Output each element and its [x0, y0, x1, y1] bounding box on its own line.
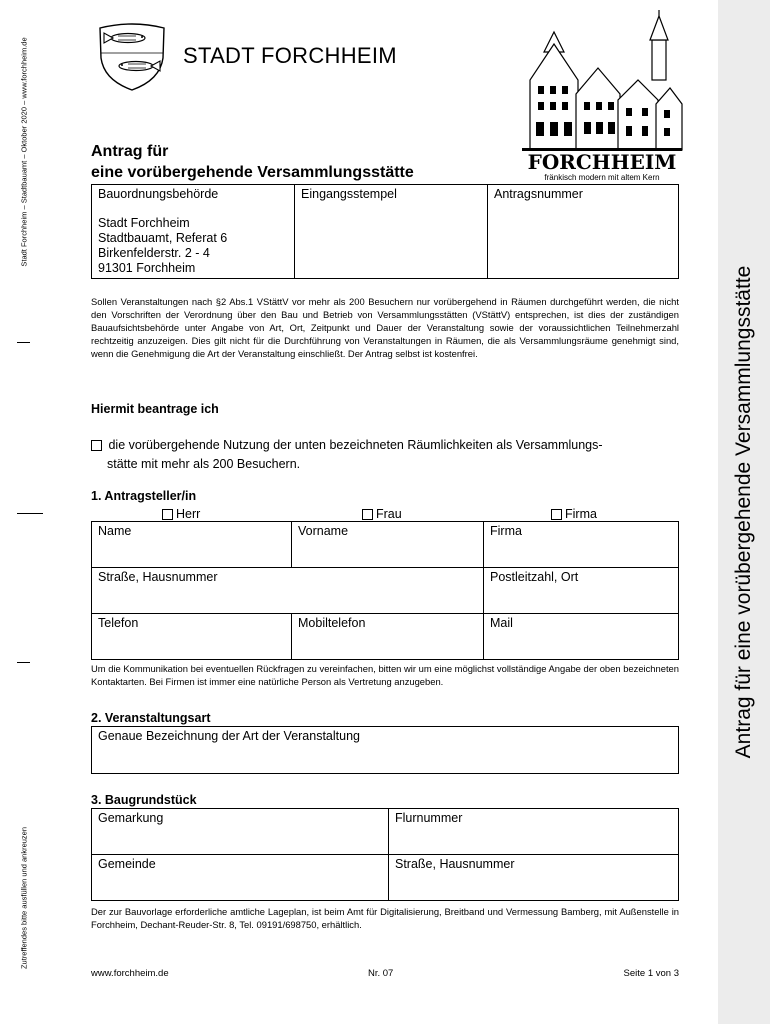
address-line: Stadtbauamt, Referat 6 — [98, 231, 228, 245]
salutation-frau[interactable] — [362, 507, 402, 521]
margin-note-top: Stadt Forchheim – Stadtbauamt – Oktober 2020 – www.forchheim.de — [19, 37, 29, 267]
firma-label: Firma — [565, 507, 597, 521]
flurnummer-field[interactable] — [389, 809, 679, 855]
fold-mark — [17, 342, 30, 343]
footer-page-number: Seite 1 von 3 — [623, 968, 679, 979]
title-line-1: Antrag für — [91, 143, 169, 160]
firma-field-label: Firma — [490, 524, 522, 538]
street-field[interactable] — [92, 568, 484, 614]
request-heading: Hiermit beantrage ich — [91, 402, 219, 416]
event-type-table — [91, 726, 679, 774]
gemeinde-label: Gemeinde — [98, 857, 156, 871]
mobile-label: Mobiltelefon — [298, 616, 366, 630]
city-name: STADT FORCHHEIM — [183, 43, 397, 68]
footer-website[interactable]: www.forchheim.de — [91, 968, 169, 979]
vorname-label: Vorname — [298, 524, 349, 538]
title-line-2: eine vorübergehende Versammlungsstätte — [91, 164, 414, 181]
intro-text: Sollen Veranstaltungen nach §2 Abs.1 VStättV vor mehr als 200 Besuchern nur vorübergehend in Räumen durchgeführt werden, die nicht den Vorschriften der Verordnung über den Bau und Betrieb von Versammlungsstätten (VStättV) entsprechen, ist dies der zuständigen Bauaufsichtsbehörde unter Angabe von Art, Ort, Zeitpunkt und Dauer der Veranstaltung sowie der voraussichtlichen Teilnehmerzahl rechtzeitig anzuzeigen. Dies gilt nicht für die Durchführung von Veranstaltungen in Räumen, die als Versammlungsräume genehmigt sind, wenn die Genehmigung die Art der Veranstaltung einschließt. Der Antrag selbst ist kostenfrei. — [91, 296, 679, 359]
authority-header: Bauordnungsbehörde — [98, 187, 219, 201]
herr-label: Herr — [176, 507, 201, 521]
section-1-heading: 1. Antragsteller/in — [91, 489, 197, 503]
usage-option — [91, 436, 691, 474]
address-line: Birkenfelderstr. 2 - 4 — [98, 246, 210, 260]
vorname-field[interactable] — [292, 522, 484, 568]
logo-brand-text: FORCHHEIM — [527, 150, 677, 174]
mail-field[interactable] — [484, 614, 679, 660]
usage-checkbox[interactable] — [91, 440, 102, 451]
forchheim-town-logo — [514, 10, 684, 182]
phone-label: Telefon — [98, 616, 139, 630]
mobile-field[interactable] — [292, 614, 484, 660]
property-street-label: Straße, Hausnummer — [395, 857, 515, 871]
firma-checkbox[interactable] — [551, 509, 562, 520]
stamp-field[interactable] — [295, 185, 488, 279]
punch-mark — [17, 513, 43, 514]
section-3-heading: 3. Baugrundstück — [91, 793, 197, 807]
gemeinde-field[interactable] — [92, 855, 389, 901]
frau-label: Frau — [376, 507, 402, 521]
page-title — [91, 141, 414, 183]
postal-field[interactable] — [484, 568, 679, 614]
authority-box — [91, 184, 679, 279]
phone-field[interactable] — [92, 614, 292, 660]
gemarkung-label: Gemarkung — [98, 811, 164, 825]
mail-label: Mail — [490, 616, 513, 630]
frau-checkbox[interactable] — [362, 509, 373, 520]
event-type-label: Genaue Bezeichnung der Art der Veranstaltung — [98, 729, 360, 743]
logo-slogan-text: fränkisch modern mit altem Kern — [544, 173, 660, 182]
herr-checkbox[interactable] — [162, 509, 173, 520]
stamp-label: Eingangsstempel — [301, 187, 397, 201]
street-label: Straße, Hausnummer — [98, 570, 218, 584]
fold-mark — [17, 662, 30, 663]
salutation-firma[interactable] — [551, 507, 597, 521]
coat-of-arms-logo — [96, 22, 168, 92]
application-number-field[interactable] — [488, 185, 679, 279]
application-number-label: Antragsnummer — [494, 187, 583, 201]
authority-cell — [92, 185, 295, 279]
section-2-heading: 2. Veranstaltungsart — [91, 711, 211, 725]
applicant-table — [91, 521, 679, 660]
usage-option-label-2: stätte mit mehr als 200 Besuchern. — [107, 457, 301, 471]
name-label: Name — [98, 524, 132, 538]
salutation-herr[interactable] — [162, 507, 200, 521]
gemarkung-field[interactable] — [92, 809, 389, 855]
margin-note-bottom: Zutreffendes bitte ausfüllen und ankreuzen — [19, 826, 29, 970]
address-line: 91301 Forchheim — [98, 261, 196, 275]
contact-note: Um die Kommunikation bei eventuellen Rückfragen zu vereinfachen, bitten wir um eine möglichst vollständige Angabe der oben bezeichneten Kontaktarten. Bei Firmen ist immer eine natürliche Person als Vertretung anzugeben. — [91, 663, 679, 687]
footer-form-number: Nr. 07 — [368, 968, 394, 979]
property-table — [91, 808, 679, 901]
property-street-field[interactable] — [389, 855, 679, 901]
address-line: Stadt Forchheim — [98, 216, 190, 230]
name-field[interactable] — [92, 522, 292, 568]
sidebar-title: Antrag für eine vorübergehende Versammlungsstätte — [732, 265, 755, 759]
event-type-field[interactable] — [92, 727, 679, 774]
postal-label: Postleitzahl, Ort — [490, 570, 579, 584]
firma-field[interactable] — [484, 522, 679, 568]
usage-option-label: die vorübergehende Nutzung der unten bezeichneten Räumlichkeiten als Versammlungs- — [108, 438, 603, 452]
flurnummer-label: Flurnummer — [395, 811, 463, 825]
site-plan-note: Der zur Bauvorlage erforderliche amtliche Lageplan, ist beim Amt für Digitalisierung, Breitband und Vermessung Bamberg, mit Außenstelle in Forchheim, Dechant-Reuder-Str. 8, Tel. 09191/698750, erhältlich. — [91, 906, 679, 930]
